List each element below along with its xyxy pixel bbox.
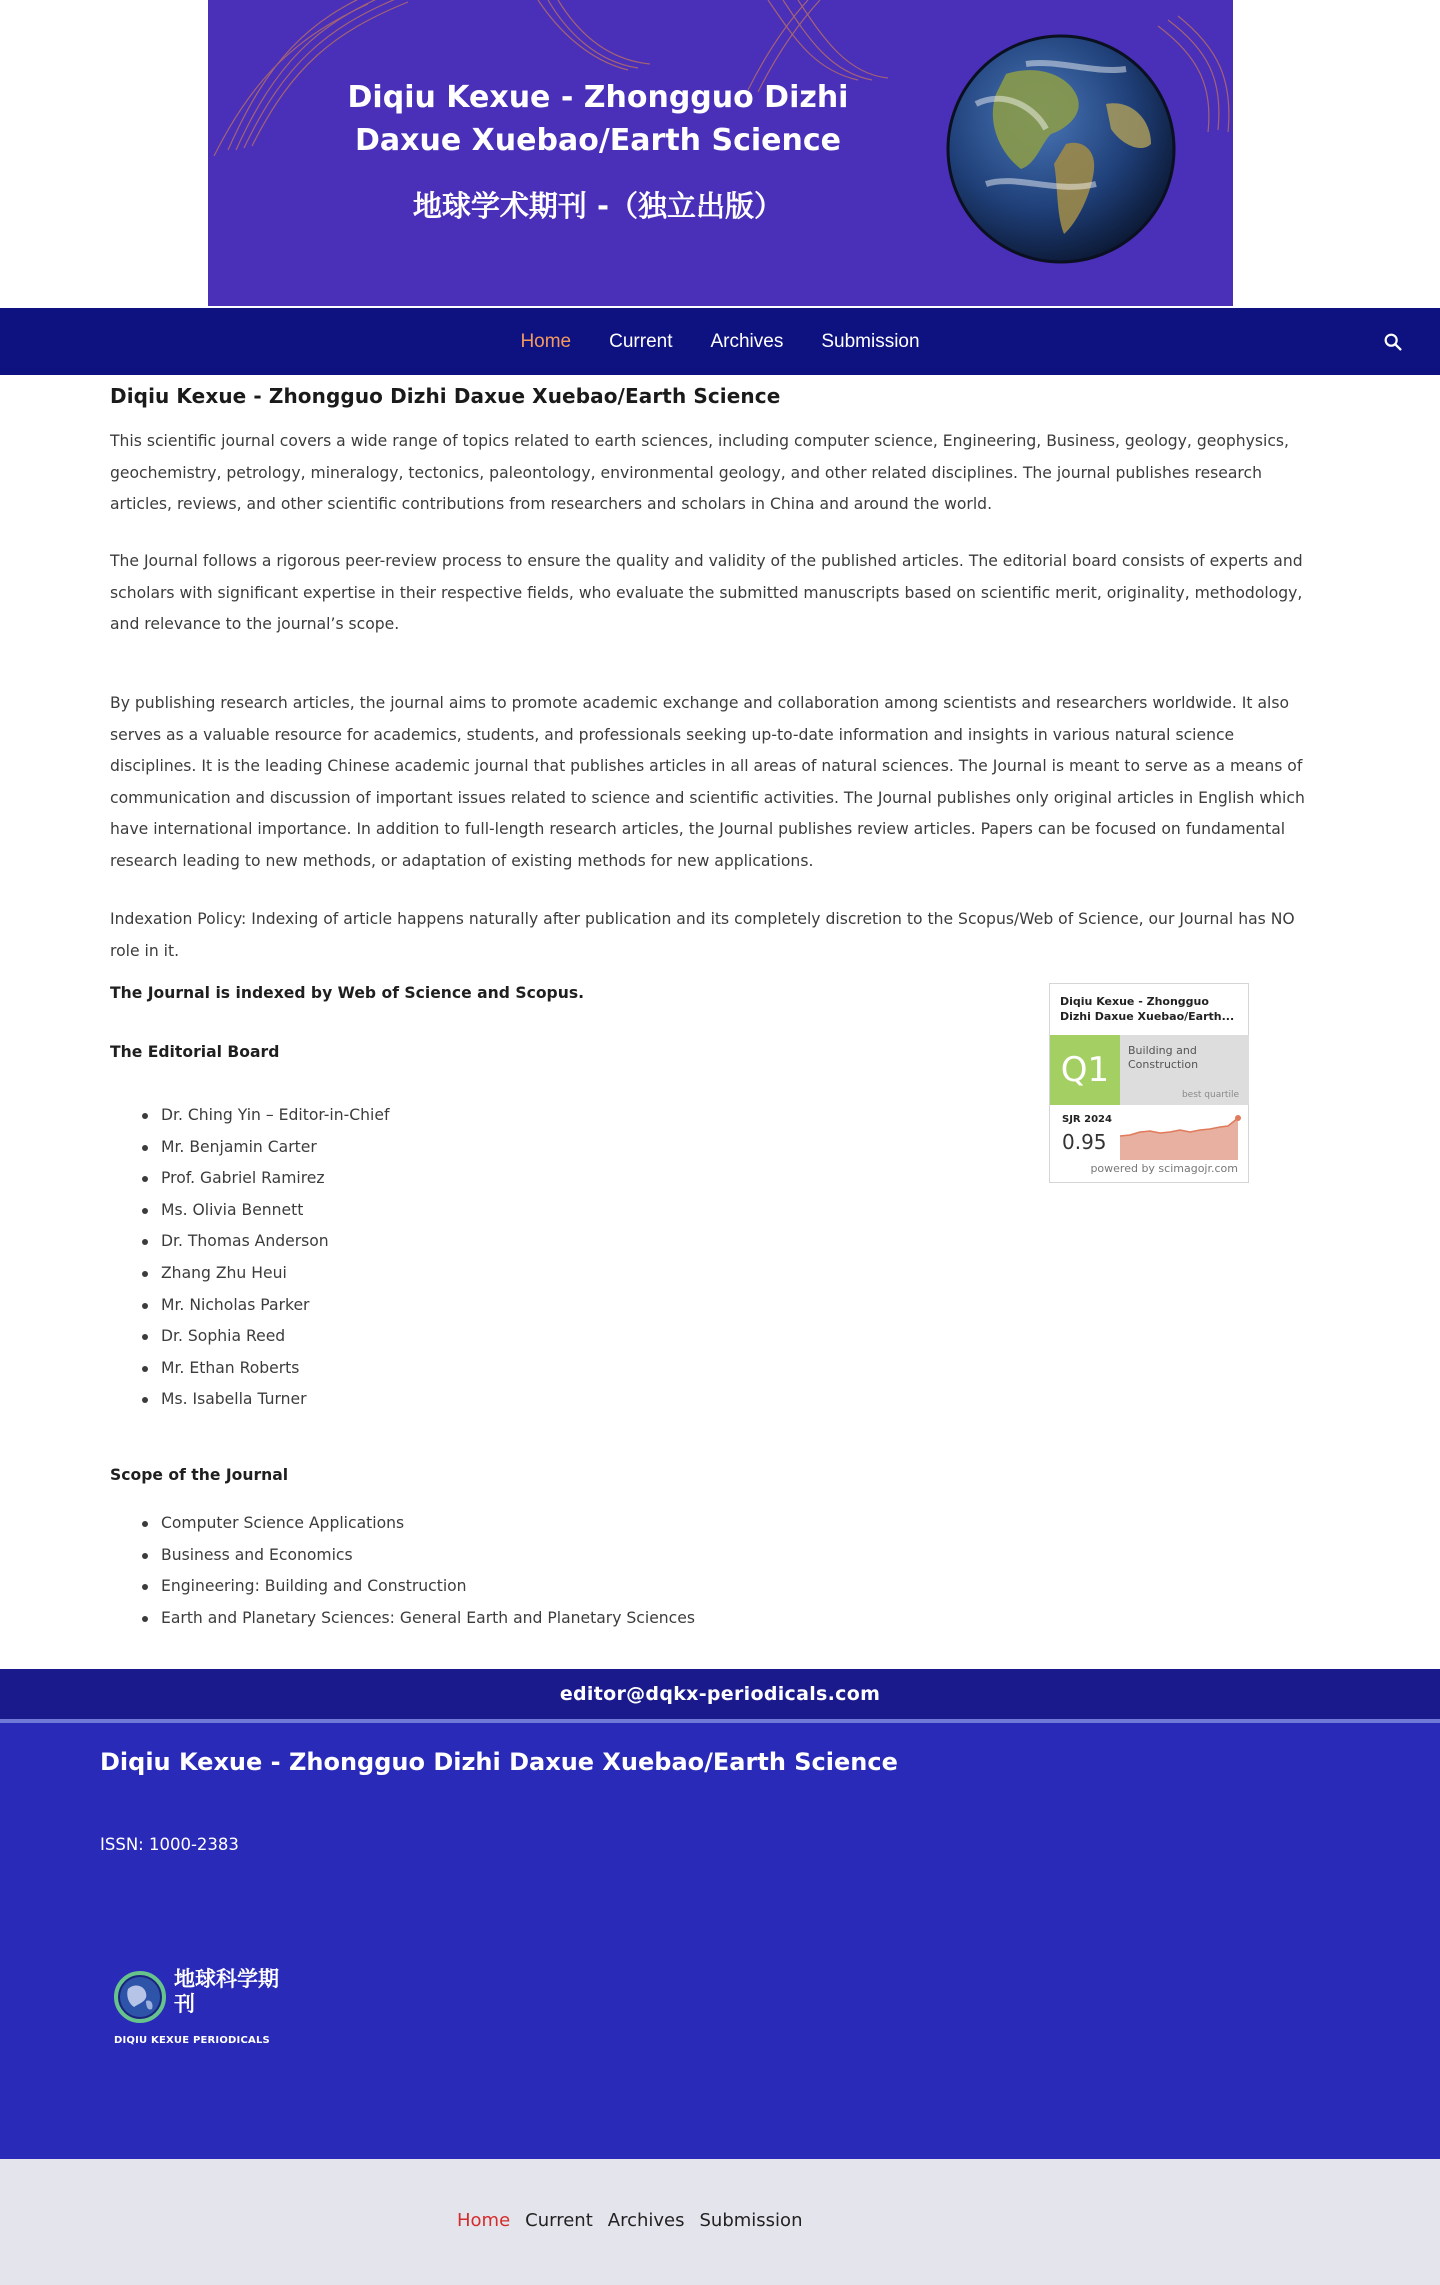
footer-nav xyxy=(457,2210,802,2231)
contact-email-link[interactable]: editor@dqkx-periodicals.com xyxy=(559,1683,881,1705)
scope-item: Business and Economics xyxy=(138,1540,695,1572)
scope-item: Computer Science Applications xyxy=(138,1508,695,1540)
sjr-powered-by[interactable]: powered by scimagojr.com xyxy=(1090,1162,1238,1175)
footer-nav-archives[interactable]: Archives xyxy=(607,2210,685,2231)
logo-chinese-text: 地球科学期刊 xyxy=(174,1967,279,2016)
logo-english-text: DIQIU KEXUE PERIODICALS xyxy=(114,2035,270,2046)
search-icon[interactable] xyxy=(1382,331,1404,353)
nav-home[interactable]: Home xyxy=(520,330,572,352)
board-member: Zhang Zhu Heui xyxy=(138,1258,389,1290)
footer-issn: ISSN: 1000-2383 xyxy=(100,1835,239,1854)
logo-globe-icon xyxy=(114,1971,166,2023)
footer-logo[interactable] xyxy=(112,1967,282,2053)
footer-nav-home[interactable]: Home xyxy=(457,2210,511,2231)
editorial-board-list xyxy=(138,1100,389,1416)
nav-submission[interactable]: Submission xyxy=(821,330,920,352)
main-nav xyxy=(0,308,1440,375)
sjr-best-quartile-label: best quartile xyxy=(1181,1090,1239,1100)
board-member: Mr. Ethan Roberts xyxy=(138,1353,389,1385)
footer-nav-current[interactable]: Current xyxy=(525,2210,593,2231)
nav-current[interactable]: Current xyxy=(609,330,673,352)
board-member: Mr. Nicholas Parker xyxy=(138,1290,389,1322)
board-member: Dr. Ching Yin – Editor-in-Chief xyxy=(138,1100,389,1132)
board-member: Mr. Benjamin Carter xyxy=(138,1132,389,1164)
sjr-quartile: Q1 xyxy=(1050,1035,1120,1105)
header-banner-area xyxy=(0,0,1440,308)
board-member: Ms. Isabella Turner xyxy=(138,1384,389,1416)
nav-archives[interactable]: Archives xyxy=(710,330,784,352)
board-member: Dr. Sophia Reed xyxy=(138,1321,389,1353)
sjr-value: 0.95 xyxy=(1062,1130,1107,1154)
banner-title: Diqiu Kexue - Zhongguo Dizhi Daxue Xuebao/Earth Science xyxy=(347,80,849,158)
review-paragraph: The Journal follows a rigorous peer-review process to ensure the quality and validity of the published articles. The editorial board consists of experts and scholars with significant expertise in their respective fields, who evaluate the submitted manuscripts based on scientific merit, originality, methodology, and relevance to the journal’s scope. xyxy=(110,552,1303,633)
bottom-bar xyxy=(0,2159,1440,2285)
board-member: Ms. Olivia Bennett xyxy=(138,1195,389,1227)
scope-item: Earth and Planetary Sciences: General Earth and Planetary Sciences xyxy=(138,1603,695,1635)
footer-title: Diqiu Kexue - Zhongguo Dizhi Daxue Xuebao/Earth Science xyxy=(100,1748,898,1776)
editorial-board-heading: The Editorial Board xyxy=(110,1043,280,1061)
indexed-statement: The Journal is indexed by Web of Science and Scopus. xyxy=(110,984,585,1002)
sjr-trend-chart xyxy=(1120,1110,1242,1160)
scope-item: Engineering: Building and Construction xyxy=(138,1571,695,1603)
scope-list xyxy=(138,1508,695,1634)
scope-heading: Scope of the Journal xyxy=(110,1466,289,1484)
aims-paragraph: By publishing research articles, the journal aims to promote academic exchange and collaboration among scientists and researchers worldwide. It also serves as a valuable resource for academics, students, and professionals seeking up-to-date information and insights in various natural science disciplines. It is the leading Chinese academic journal that publishes articles in all areas of natural sciences. The Journal is meant to serve as a means of communication and discussion of important issues related to science and scientific activities. The Journal publishes only original articles in English which have international importance. In addition to full-length research articles, the Journal publishes review articles. Papers can be focused on fundamental research leading to new methods, or adaptation of existing methods for new applications. xyxy=(110,694,1305,870)
sjr-trend-endpoint xyxy=(1235,1115,1241,1121)
footer-nav-submission[interactable]: Submission xyxy=(699,2210,803,2231)
sjr-journal-name: Diqiu Kexue - Zhongguo Dizhi Daxue Xuebao/Earth... xyxy=(1060,995,1235,1023)
sjr-category-box xyxy=(1120,1035,1249,1105)
board-member: Prof. Gabriel Ramirez xyxy=(138,1163,389,1195)
board-member: Dr. Thomas Anderson xyxy=(138,1226,389,1258)
banner-subtitle: 地球学术期刊 -（独立出版） xyxy=(412,189,784,223)
intro-paragraph: This scientific journal covers a wide range of topics related to earth sciences, including computer science, Engineering, Business, geology, geophysics, geochemistry, petrology, mineralogy, tectonics, paleontology, environmental geology, and other related disciplines. The journal publishes research articles, reviews, and other scientific contributions from researchers and scholars in China and around the world. xyxy=(110,432,1289,513)
globe-icon xyxy=(946,34,1176,264)
sjr-category: Building and Construction xyxy=(1128,1044,1199,1071)
site-footer xyxy=(0,1723,1440,2159)
nav-items xyxy=(0,308,1440,375)
sjr-year-label: SJR 2024 xyxy=(1062,1114,1112,1125)
contact-email-strip xyxy=(0,1669,1440,1721)
header-banner xyxy=(208,0,1233,306)
sjr-widget[interactable] xyxy=(1049,983,1249,1183)
page-title: Diqiu Kexue - Zhongguo Dizhi Daxue Xuebao/Earth Science xyxy=(110,384,781,408)
indexation-policy: Indexation Policy: Indexing of article happens naturally after publication and its completely discretion to the Scopus/Web of Science, our Journal has NO role in it. xyxy=(110,910,1295,960)
